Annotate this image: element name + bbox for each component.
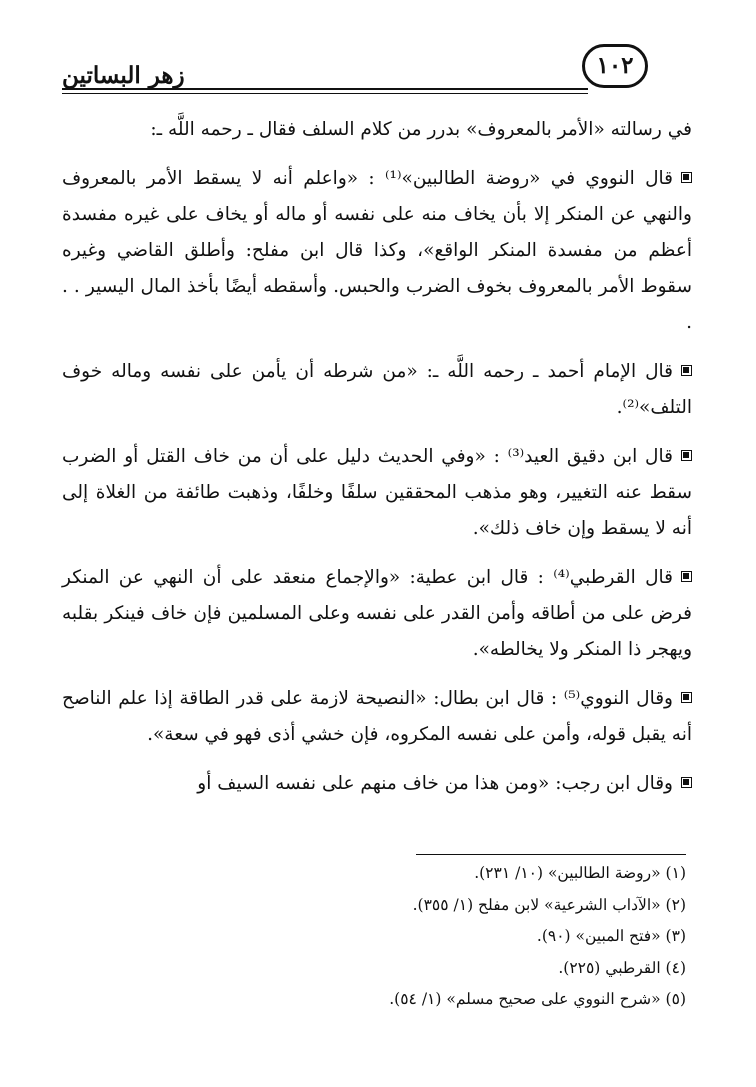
square-bullet-icon bbox=[681, 172, 692, 183]
paragraph-text: قال الإمام أحمد ـ رحمه اللَّه ـ: «من شرطه أن يأمن على نفسه وماله خوف التلف»⁽²⁾. bbox=[62, 361, 692, 418]
paragraph bbox=[62, 439, 692, 547]
paragraph bbox=[62, 560, 692, 668]
paragraph bbox=[62, 766, 692, 802]
page-header bbox=[62, 44, 648, 96]
paragraph bbox=[62, 681, 692, 753]
footnote-separator bbox=[416, 854, 686, 855]
square-bullet-icon bbox=[681, 571, 692, 582]
square-bullet-icon bbox=[681, 365, 692, 376]
footnote: (٥) «شرح النووي على صحيح مسلم» (١/ ٥٤). bbox=[389, 990, 686, 1008]
paragraph-text: قال القرطبي⁽⁴⁾ : قال ابن عطية: «والإجماع منعقد على أن النهي عن المنكر فرض على من أطاقه وأمن القدر على نفسه وعلى المسلمين فإن خاف فينكر بقلبه ويهجر ذا المنكر ولا يخالطه». bbox=[62, 567, 692, 660]
paragraph-text: قال ابن دقيق العيد⁽³⁾ : «وفي الحديث دليل على أن من خاف القتل أو الضرب سقط عنه التغيير، وهو مذهب المحققين سلفًا وخلفًا، وذهبت طائفة من الغلاة إلى أنه لا يسقط وإن خاف ذلك». bbox=[62, 446, 692, 539]
square-bullet-icon bbox=[681, 450, 692, 461]
header-rule-thin bbox=[62, 93, 588, 94]
footnote: (٢) «الآداب الشرعية» لابن مفلح (١/ ٣٥٥). bbox=[412, 895, 686, 914]
paragraph bbox=[62, 112, 692, 148]
paragraph bbox=[62, 161, 692, 341]
square-bullet-icon bbox=[681, 777, 692, 788]
header-rule bbox=[62, 88, 588, 90]
footnote: (٤) القرطبي (٢٢٥). bbox=[558, 958, 686, 977]
footnote: (١) «روضة الطالبين» (١٠/ ٢٣١). bbox=[474, 864, 686, 882]
paragraph bbox=[62, 354, 692, 426]
body-text bbox=[62, 112, 692, 815]
running-title: زهر البساتين bbox=[62, 62, 185, 89]
paragraph-text: وقال ابن رجب: «ومن هذا من خاف منهم على نفسه السيف أو bbox=[197, 773, 673, 794]
paragraph-text: قال النووي في «روضة الطالبين»⁽¹⁾ : «واعلم أنه لا يسقط الأمر بالمعروف والنهي عن المنكر إلا بأن يخاف منه على نفسه أو ماله أو يخاف على غيره مفسدة أعظم من مفسدة المنكر الواقع»، وكذا قال ابن مفلح: وأطلق القاضي وغيره سقوط الأمر بالمعروف بخوف الضرب والحبس. وأسقطه أيضًا بأخذ المال اليسير . . . bbox=[62, 168, 692, 333]
page-number: ١٠٢ bbox=[582, 44, 648, 88]
square-bullet-icon bbox=[681, 692, 692, 703]
footnotes bbox=[126, 858, 686, 1016]
paragraph-text: وقال النووي⁽⁵⁾ : قال ابن بطال: «النصيحة لازمة على قدر الطاقة إذا علم الناصح أنه يقبل قوله، وأمن على نفسه المكروه، فإن خشي أذى فهو في سعة». bbox=[62, 688, 692, 745]
paragraph-text: في رسالته «الأمر بالمعروف» بدرر من كلام السلف فقال ـ رحمه اللَّه ـ: bbox=[150, 119, 692, 140]
footnote: (٣) «فتح المبين» (٩٠). bbox=[536, 927, 686, 945]
